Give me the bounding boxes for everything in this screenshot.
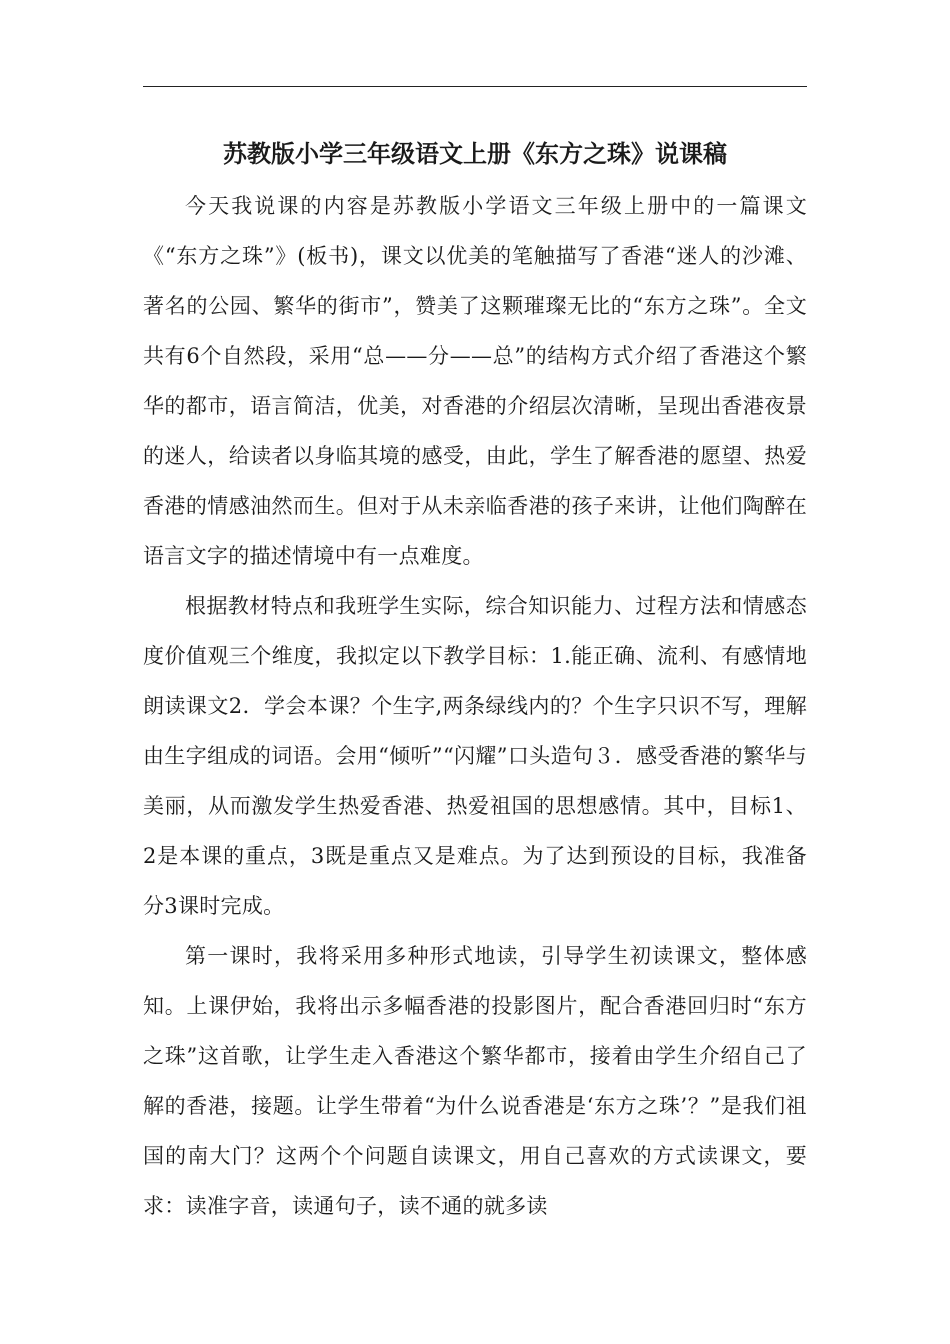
paragraph-2: 根据教材特点和我班学生实际，综合知识能力、过程方法和情感态度价值观三个维度，我拟定以下教学目标：1.能正确、流利、有感情地朗读课文2．学会本课？个生字,两条绿线内的？个生字只识不写，理解由生字组成的词语。会用“倾听”“闪耀”口头造句３．感受香港的繁华与美丽，从而激发学生热爱香港、热爱祖国的思想感情。其中，目标1、2是本课的重点，3既是重点又是难点。为了达到预设的目标，我准备分3课时完成。 <box>143 594 807 918</box>
header-rule <box>143 86 807 87</box>
document-body <box>143 181 807 1231</box>
paragraph-1: 今天我说课的内容是苏教版小学语文三年级上册中的一篇课文《“东方之珠”》(板书)，课文以优美的笔触描写了香港“迷人的沙滩、著名的公园、繁华的街市”，赞美了这颗璀璨无比的“东方之珠”。全文共有6个自然段，采用“总——分——总”的结构方式介绍了香港这个繁华的都市，语言简洁，优美，对香港的介绍层次清晰，呈现出香港夜景的迷人，给读者以身临其境的感受，由此，学生了解香港的愿望、热爱香港的情感油然而生。但对于从未亲临香港的孩子来讲，让他们陶醉在语言文字的描述情境中有一点难度。 <box>143 194 807 568</box>
document-title: 苏教版小学三年级语文上册《东方之珠》说课稿 <box>223 139 727 168</box>
paragraph-3: 第一课时，我将采用多种形式地读，引导学生初读课文，整体感知。上课伊始，我将出示多幅香港的投影图片，配合香港回归时“东方之珠”这首歌，让学生走入香港这个繁华都市，接着由学生介绍自己了解的香港，接题。让学生带着“为什么说香港是‘东方之珠’？”是我们祖国的南大门？这两个个问题自读课文，用自己喜欢的方式读课文，要求：读准字音，读通句子，读不通的就多读 <box>143 944 807 1218</box>
